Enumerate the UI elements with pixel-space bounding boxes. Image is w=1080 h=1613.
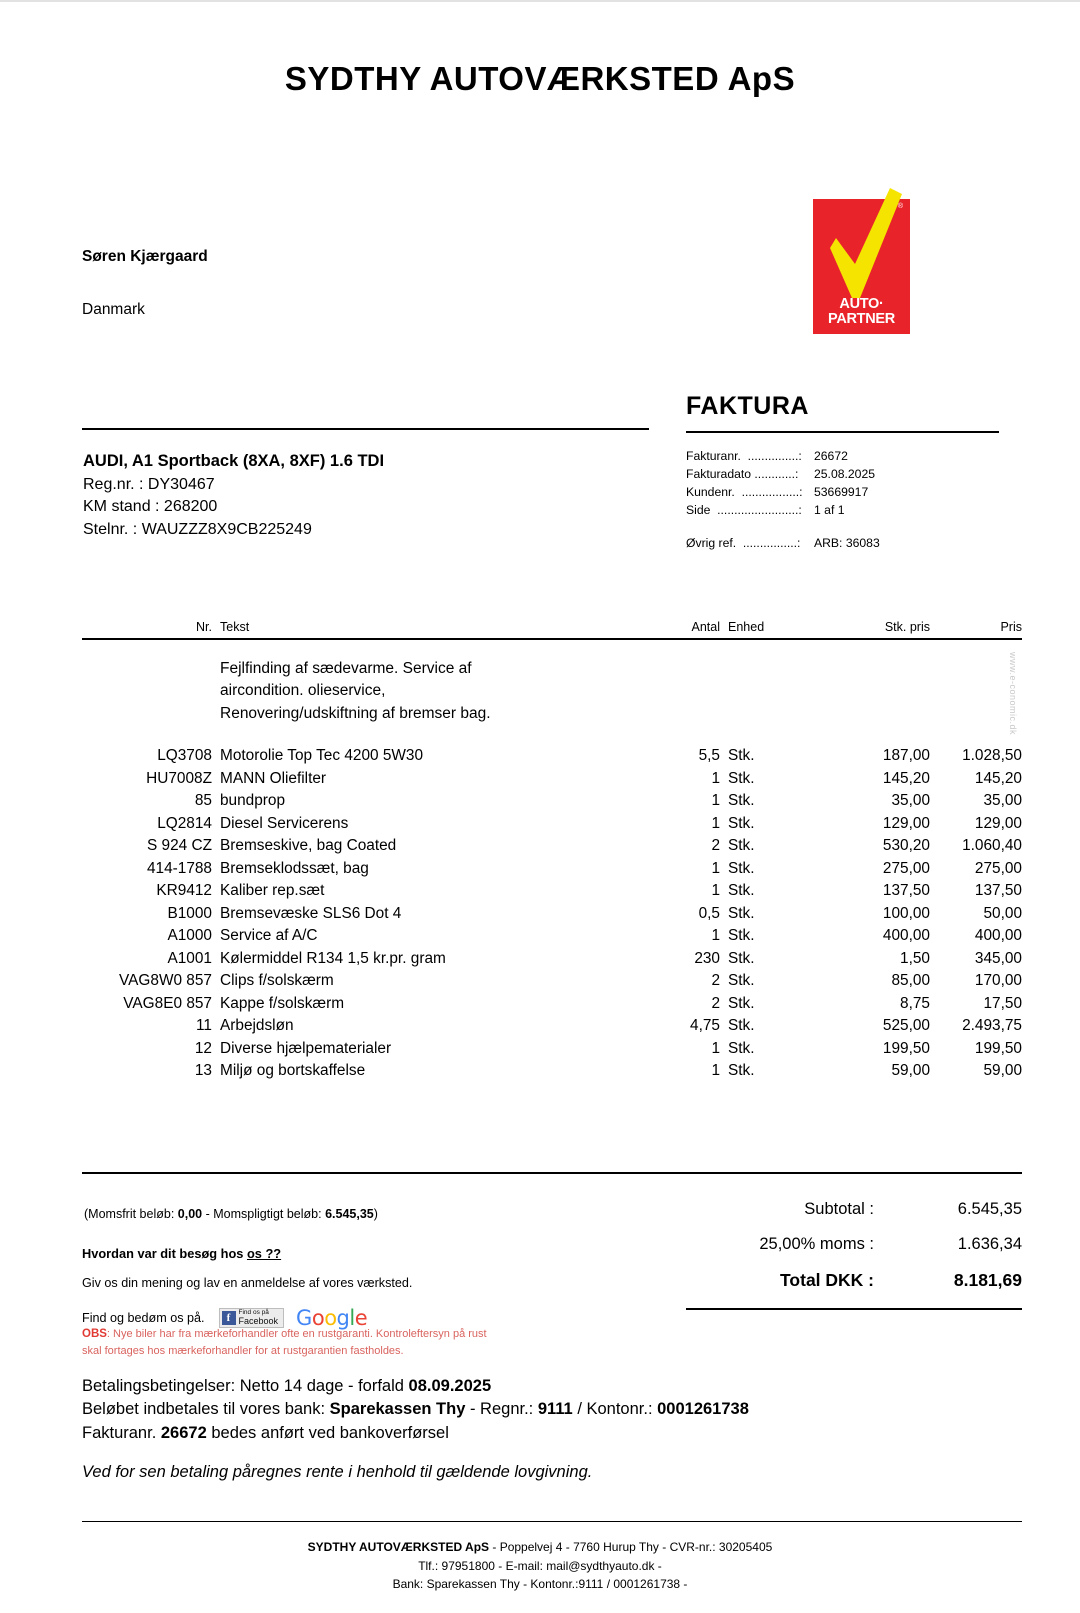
vehicle-stelnr: Stelnr. : WAUZZZ8X9CB225249 xyxy=(83,521,312,539)
facebook-badge-text xyxy=(239,1310,279,1326)
meta-label: Fakturadato ............: xyxy=(686,466,799,481)
terms-bank-prefix: Beløbet indbetales til vores bank: xyxy=(82,1400,330,1419)
google-letter: g xyxy=(336,1306,350,1330)
cell-pris: 400,00 xyxy=(974,927,1022,945)
meta-row-kundenr xyxy=(686,484,880,502)
cell-nr: KR9412 xyxy=(156,882,212,900)
cell-pris: 59,00 xyxy=(983,1062,1022,1080)
vat-free-amount: 0,00 xyxy=(177,1207,203,1221)
cell-antal: 1 xyxy=(711,792,720,810)
vat-breakdown-note xyxy=(84,1207,378,1221)
obs-line1: : Nye biler har fra mærkeforhandler ofte en rustgaranti. Kontroleftersyn på rust xyxy=(106,1328,487,1340)
totals-row-subtotal xyxy=(640,1200,1022,1219)
meta-row-fakturanr xyxy=(686,448,880,466)
cell-enhed: Stk. xyxy=(728,859,755,877)
cell-nr: HU7008Z xyxy=(146,769,212,787)
work-description xyxy=(82,658,1022,725)
vat-value: 1.636,34 xyxy=(957,1235,1022,1253)
cell-stk-pris: 199,50 xyxy=(882,1039,930,1057)
vat-note-suffix: ) xyxy=(373,1207,378,1221)
cell-pris: 137,50 xyxy=(974,882,1022,900)
cell-enhed: Stk. xyxy=(728,1039,755,1057)
work-description-line: Fejlfinding af sædevarme. Service af xyxy=(220,660,472,677)
cell-pris: 17,50 xyxy=(983,994,1022,1012)
logo-text xyxy=(813,297,910,327)
terms-due-date: 08.09.2025 xyxy=(408,1377,492,1395)
cell-enhed: Stk. xyxy=(728,949,755,967)
footer-company-name: SYDTHY AUTOVÆRKSTED ApS xyxy=(307,1540,490,1554)
meta-label: Side ........................: xyxy=(686,502,802,517)
cell-tekst: bundprop xyxy=(220,792,286,810)
terms-regnr-label: - Regnr.: xyxy=(465,1400,538,1419)
cell-enhed: Stk. xyxy=(728,972,755,990)
meta-label: Kundenr. .................: xyxy=(686,484,803,499)
facebook-badge-small: Find os på xyxy=(238,1308,269,1316)
invoice-heading: FAKTURA xyxy=(686,392,809,420)
customer-country: Danmark xyxy=(82,300,145,318)
cell-tekst: Diverse hjælpematerialer xyxy=(220,1039,392,1057)
meta-label: Øvrig ref. ................: xyxy=(686,535,801,550)
customer-name: Søren Kjærgaard xyxy=(82,248,208,265)
table-row xyxy=(82,903,1022,925)
vehicle-title: AUDI, A1 Sportback (8XA, 8XF) 1.6 TDI xyxy=(83,452,385,470)
review-description: Giv os din mening og lav en anmeldelse af vores værksted. xyxy=(82,1276,413,1290)
totals-block xyxy=(640,1200,1022,1301)
cell-tekst: Bremsevæske SLS6 Dot 4 xyxy=(220,904,402,922)
cell-nr: A1001 xyxy=(167,949,212,967)
payment-terms-line1 xyxy=(82,1375,749,1398)
column-header-tekst: Tekst xyxy=(220,620,250,634)
subtotal-value: 6.545,35 xyxy=(957,1200,1022,1218)
heading-divider xyxy=(686,431,999,433)
cell-stk-pris: 35,00 xyxy=(891,792,930,810)
cell-pris: 50,00 xyxy=(983,904,1022,922)
table-row xyxy=(82,880,1022,902)
table-row xyxy=(82,970,1022,992)
cell-stk-pris: 1,50 xyxy=(900,949,930,967)
cell-enhed: Stk. xyxy=(728,882,755,900)
total-label: Total DKK : xyxy=(780,1270,874,1290)
logo-text-line1: AUTO· xyxy=(839,296,884,313)
table-header-divider xyxy=(82,638,1022,640)
subtotal-label: Subtotal : xyxy=(804,1200,874,1218)
cell-antal: 2 xyxy=(711,972,720,990)
cell-enhed: Stk. xyxy=(728,1017,755,1035)
terms-bank-name: Sparekassen Thy xyxy=(329,1400,466,1419)
company-title: SYDTHY AUTOVÆRKSTED ApS xyxy=(284,60,796,97)
cell-enhed: Stk. xyxy=(728,792,755,810)
cell-tekst: Miljø og bortskaffelse xyxy=(220,1062,366,1080)
table-row xyxy=(82,948,1022,970)
table-row xyxy=(82,768,1022,790)
meta-row-fakturadato xyxy=(686,466,880,484)
cell-tekst: Clips f/solskærm xyxy=(220,972,334,990)
cell-enhed: Stk. xyxy=(728,1062,755,1080)
cell-tekst: Kappe f/solskærm xyxy=(220,994,345,1012)
cell-nr: 13 xyxy=(194,1062,212,1080)
terms-kontonr-label: / Kontonr.: xyxy=(572,1400,658,1419)
review-find-label: Find og bedøm os på. xyxy=(82,1311,205,1325)
checkmark-icon xyxy=(822,186,906,306)
meta-row-ovrig-ref xyxy=(686,535,880,553)
line-items-container xyxy=(82,745,1022,1082)
terms-invoice-suffix: bedes anført ved bankoverførsel xyxy=(206,1423,449,1442)
table-row xyxy=(82,993,1022,1015)
cell-pris: 1.028,50 xyxy=(962,747,1022,765)
facebook-badge[interactable] xyxy=(219,1308,285,1328)
cell-enhed: Stk. xyxy=(728,904,755,922)
cell-pris: 129,00 xyxy=(974,814,1022,832)
column-header-stk-pris: Stk. pris xyxy=(884,620,930,634)
cell-nr: S 924 CZ xyxy=(146,837,212,855)
review-title-link[interactable]: os ?? xyxy=(246,1246,282,1261)
cell-stk-pris: 187,00 xyxy=(882,747,930,765)
cell-pris: 345,00 xyxy=(974,949,1022,967)
cell-nr: LQ2814 xyxy=(157,814,212,832)
cell-tekst: Bremseskive, bag Coated xyxy=(220,837,397,855)
meta-row-side xyxy=(686,502,880,520)
meta-value: 25.08.2025 xyxy=(814,466,875,481)
vehicle-km: KM stand : 268200 xyxy=(83,498,218,516)
review-request-block xyxy=(82,1246,412,1330)
terms-invoice-number: 26672 xyxy=(160,1423,207,1442)
late-payment-notice: Ved for sen betaling påregnes rente i henhold til gældende lovgivning. xyxy=(82,1463,593,1481)
cell-antal: 1 xyxy=(711,882,720,900)
cell-stk-pris: 129,00 xyxy=(882,814,930,832)
cell-tekst: Service af A/C xyxy=(220,927,318,945)
cell-stk-pris: 530,20 xyxy=(882,837,930,855)
cell-pris: 35,00 xyxy=(983,792,1022,810)
cell-antal: 1 xyxy=(711,814,720,832)
auto-partner-logo xyxy=(808,186,910,334)
work-description-line: Renovering/udskiftning af bremser bag. xyxy=(220,704,491,722)
meta-value: 53669917 xyxy=(814,484,869,499)
terms-due-prefix: Betalingsbetingelser: Netto 14 dage - forfald xyxy=(82,1377,409,1395)
table-row xyxy=(82,790,1022,812)
cell-nr: 11 xyxy=(196,1017,212,1035)
totals-divider xyxy=(82,1172,1022,1174)
column-header-pris: Pris xyxy=(1000,620,1022,634)
google-letter: e xyxy=(354,1306,368,1330)
table-row xyxy=(82,1060,1022,1082)
cell-enhed: Stk. xyxy=(728,747,755,765)
cell-pris: 170,00 xyxy=(974,972,1022,990)
logo-text-line2: PARTNER xyxy=(828,311,895,328)
cell-antal: 1 xyxy=(711,927,720,945)
column-header-nr: Nr. xyxy=(196,620,212,634)
cell-antal: 2 xyxy=(711,837,720,855)
cell-nr: LQ3708 xyxy=(157,747,212,765)
meta-value: 26672 xyxy=(814,449,848,463)
cell-stk-pris: 275,00 xyxy=(882,859,930,877)
invoice-page xyxy=(0,60,1080,1613)
cell-tekst: Motorolie Top Tec 4200 5W30 xyxy=(220,747,424,765)
meta-value: ARB: 36083 xyxy=(814,535,880,550)
cell-tekst: Diesel Servicerens xyxy=(220,814,349,832)
totals-row-vat xyxy=(640,1235,1022,1254)
vehicle-regnr: Reg.nr. : DY30467 xyxy=(83,475,215,493)
cell-pris: 145,20 xyxy=(974,769,1022,787)
vat-taxable-amount: 6.545,35 xyxy=(325,1207,374,1221)
totals-row-total xyxy=(640,1270,1022,1291)
terms-regnr-value: 9111 xyxy=(537,1400,573,1419)
cell-antal: 1 xyxy=(711,1062,720,1080)
table-row xyxy=(82,858,1022,880)
payment-terms-line3 xyxy=(82,1422,749,1445)
vat-note-middle: - Momspligtigt beløb: xyxy=(202,1207,326,1221)
cell-antal: 230 xyxy=(694,949,720,967)
cell-pris: 199,50 xyxy=(974,1039,1022,1057)
table-header-row xyxy=(82,620,1022,638)
cell-stk-pris: 400,00 xyxy=(882,927,930,945)
cell-tekst: Bremseklodssæt, bag xyxy=(220,859,369,877)
cell-tekst: Kølermiddel R134 1,5 kr.pr. gram xyxy=(220,949,446,967)
vehicle-divider xyxy=(82,428,649,430)
cell-antal: 1 xyxy=(711,769,720,787)
payment-terms-block xyxy=(82,1375,749,1445)
google-letter: o xyxy=(311,1306,325,1330)
meta-value: 1 af 1 xyxy=(814,502,845,517)
footer-line2: Tlf.: 97951800 - E-mail: mail@sydthyauto.dk - xyxy=(418,1558,662,1573)
table-row xyxy=(82,835,1022,857)
footer-address: - Poppelvej 4 - 7760 Hurup Thy - CVR-nr.: 30205405 xyxy=(489,1540,773,1554)
review-title-text: Hvordan var dit besøg hos xyxy=(82,1246,247,1261)
vat-label: 25,00% moms : xyxy=(759,1235,874,1253)
cell-enhed: Stk. xyxy=(728,837,755,855)
google-letter: o xyxy=(324,1306,337,1330)
cell-pris: 1.060,40 xyxy=(962,837,1022,855)
footer-divider xyxy=(82,1521,1022,1522)
cell-stk-pris: 85,00 xyxy=(891,972,930,990)
cell-antal: 2 xyxy=(711,994,720,1012)
cell-enhed: Stk. xyxy=(728,927,755,945)
line-items-table xyxy=(82,620,1022,1083)
cell-nr: 414-1788 xyxy=(146,859,212,877)
table-row xyxy=(82,745,1022,767)
cell-stk-pris: 145,20 xyxy=(882,769,930,787)
vat-note-prefix: (Momsfrit beløb: xyxy=(84,1207,178,1221)
cell-nr: 85 xyxy=(194,792,212,810)
cell-stk-pris: 59,00 xyxy=(891,1062,930,1080)
cell-nr: A1000 xyxy=(167,927,212,945)
google-letter: l xyxy=(349,1306,355,1330)
payment-terms-line2 xyxy=(82,1398,749,1421)
invoice-meta xyxy=(686,448,880,553)
work-description-line: aircondition. olieservice, xyxy=(220,682,386,700)
obs-line2: skal fortages hos mærkeforhandler for at rustgarantien fastholdes. xyxy=(82,1345,404,1358)
terms-invoice-prefix: Fakturanr. xyxy=(82,1423,161,1442)
table-row xyxy=(82,1015,1022,1037)
meta-label: Fakturanr. ...............: xyxy=(686,449,802,463)
cell-nr: 12 xyxy=(194,1039,212,1057)
cell-antal: 5,5 xyxy=(698,747,720,765)
customer-address-block xyxy=(82,245,208,323)
facebook-icon: f xyxy=(222,1311,236,1325)
cell-stk-pris: 525,00 xyxy=(882,1017,930,1035)
terms-kontonr-value: 0001261738 xyxy=(657,1400,749,1419)
cell-antal: 0,5 xyxy=(698,904,720,922)
cell-nr: B1000 xyxy=(167,904,212,922)
cell-enhed: Stk. xyxy=(728,769,755,787)
cell-pris: 275,00 xyxy=(974,859,1022,877)
cell-nr: VAG8E0 857 xyxy=(123,994,212,1012)
total-value: 8.181,69 xyxy=(953,1270,1022,1290)
footer-line1 xyxy=(0,1538,1080,1557)
cell-stk-pris: 8,75 xyxy=(900,994,930,1012)
cell-pris: 2.493,75 xyxy=(962,1017,1022,1035)
cell-antal: 4,75 xyxy=(690,1017,720,1035)
table-row xyxy=(82,1038,1022,1060)
cell-enhed: Stk. xyxy=(728,994,755,1012)
cell-tekst: Kaliber rep.sæt xyxy=(220,882,325,900)
table-row xyxy=(82,813,1022,835)
rust-warranty-notice xyxy=(82,1326,487,1360)
page-footer xyxy=(0,1538,1080,1594)
total-underline xyxy=(686,1308,1022,1310)
meta-spacer xyxy=(686,520,880,535)
cell-stk-pris: 100,00 xyxy=(882,904,930,922)
review-title xyxy=(82,1246,412,1261)
column-header-antal: Antal xyxy=(691,620,720,634)
cell-nr: VAG8W0 857 xyxy=(119,972,212,990)
cell-tekst: Arbejdsløn xyxy=(220,1017,294,1035)
cell-tekst: MANN Oliefilter xyxy=(220,769,327,787)
cell-antal: 1 xyxy=(711,1039,720,1057)
vehicle-block xyxy=(83,450,384,542)
cell-stk-pris: 137,50 xyxy=(882,882,930,900)
watermark-text: www.e-conomic.dk xyxy=(1008,652,1018,736)
cell-enhed: Stk. xyxy=(728,814,755,832)
obs-label: OBS xyxy=(82,1328,107,1340)
column-header-enhed: Enhed xyxy=(728,620,765,634)
table-row xyxy=(82,925,1022,947)
registered-trademark-icon: ® xyxy=(897,203,903,210)
footer-line3: Bank: Sparekassen Thy - Kontonr.:9111 / 0001261738 - xyxy=(392,1577,688,1592)
google-letter: G xyxy=(296,1306,312,1330)
facebook-badge-name: Facebook xyxy=(238,1315,279,1326)
cell-antal: 1 xyxy=(711,859,720,877)
